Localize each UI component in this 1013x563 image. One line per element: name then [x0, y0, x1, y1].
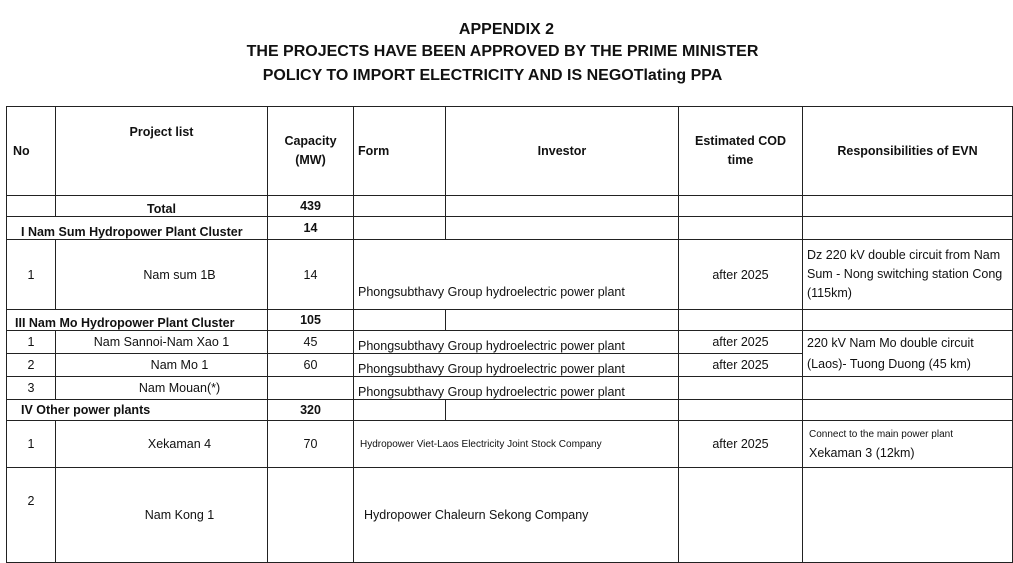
- project-form-investor: Hydropower Viet-Laos Electricity Joint Stock Company: [354, 421, 679, 468]
- project-form-investor: Phongsubthavy Group hydroelectric power plant: [354, 240, 679, 310]
- header-no: No: [7, 107, 56, 196]
- group-row: [7, 217, 1013, 240]
- header-project-list: Project list: [56, 107, 268, 196]
- project-capacity: 70: [268, 421, 354, 468]
- empty-cell: [446, 217, 679, 240]
- group-1-capacity: 14: [268, 217, 354, 240]
- header-responsibilities: Responsibilities of EVN: [803, 107, 1013, 196]
- group-row: [7, 310, 1013, 331]
- table-row: [7, 240, 1013, 310]
- responsibility-line-2: Xekaman 3 (12km): [809, 445, 915, 460]
- header-capacity: Capacity (MW): [268, 107, 354, 196]
- project-cod: after 2025: [679, 421, 803, 468]
- group-row: [7, 400, 1013, 421]
- group-1-name: I Nam Sum Hydropower Plant Cluster: [7, 217, 268, 240]
- group-3-name: III Nam Mo Hydropower Plant Cluster: [7, 310, 268, 331]
- empty-cell: [679, 310, 803, 331]
- project-name: Nam Mo 1: [56, 354, 268, 377]
- row-no: 1: [7, 331, 56, 354]
- empty-cell: [354, 400, 446, 421]
- project-name: Nam Kong 1: [56, 468, 268, 563]
- table-row: [7, 331, 1013, 354]
- row-no: 3: [7, 377, 56, 400]
- empty-cell: [803, 217, 1013, 240]
- empty-cell: [679, 217, 803, 240]
- project-name: Xekaman 4: [56, 421, 268, 468]
- project-capacity: [268, 377, 354, 400]
- row-no: 2: [7, 354, 56, 377]
- project-capacity: 14: [268, 240, 354, 310]
- project-cod: after 2025: [679, 354, 803, 377]
- document-title-line-2: POLICY TO IMPORT ELECTRICITY AND IS NEGOTlating PPA: [262, 67, 723, 84]
- row-no: 1: [7, 421, 56, 468]
- total-row: [7, 196, 1013, 217]
- table-row: [7, 377, 1013, 400]
- project-form-investor: Hydropower Chaleurn Sekong Company: [354, 468, 679, 563]
- row-no: 2: [7, 468, 56, 563]
- project-cod: [679, 468, 803, 563]
- empty-cell: [679, 400, 803, 421]
- header-form: Form: [354, 107, 446, 196]
- project-cod: after 2025: [679, 331, 803, 354]
- empty-cell: [354, 310, 446, 331]
- projects-table: [6, 106, 1013, 563]
- project-form-investor: Phongsubthavy Group hydroelectric power plant: [354, 377, 679, 400]
- group-3-responsibility: 220 kV Nam Mo double circuit (Laos)- Tuong Duong (45 km): [803, 331, 1013, 377]
- appendix-title: APPENDIX 2: [458, 21, 555, 38]
- total-capacity: 439: [268, 196, 354, 217]
- empty-cell: [446, 400, 679, 421]
- empty-cell: [446, 310, 679, 331]
- project-responsibility: [803, 421, 1013, 468]
- total-label: Total: [56, 196, 268, 217]
- empty-cell: [803, 377, 1013, 400]
- table-header-row: [7, 107, 1013, 196]
- group-3-capacity: 105: [268, 310, 354, 331]
- project-name: Nam sum 1B: [56, 240, 268, 310]
- header-cod-time: Estimated COD time: [679, 107, 803, 196]
- project-form-investor: Phongsubthavy Group hydroelectric power plant: [354, 354, 679, 377]
- empty-cell: [446, 196, 679, 217]
- empty-cell: [354, 196, 446, 217]
- table-row: [7, 468, 1013, 563]
- project-capacity: [268, 468, 354, 563]
- project-responsibility: [803, 468, 1013, 563]
- project-name: Nam Mouan(*): [56, 377, 268, 400]
- project-cod: after 2025: [679, 240, 803, 310]
- group-4-capacity: 320: [268, 400, 354, 421]
- row-no: 1: [7, 240, 56, 310]
- empty-cell: [803, 400, 1013, 421]
- empty-cell: [679, 196, 803, 217]
- group-4-name: IV Other power plants: [7, 400, 268, 421]
- empty-cell: [803, 196, 1013, 217]
- total-no: [7, 196, 56, 217]
- empty-cell: [803, 310, 1013, 331]
- project-name: Nam Sannoi-Nam Xao 1: [56, 331, 268, 354]
- project-cod: [679, 377, 803, 400]
- project-capacity: 60: [268, 354, 354, 377]
- document-title-line-1: THE PROJECTS HAVE BEEN APPROVED BY THE PRIME MINISTER: [246, 43, 759, 60]
- project-form-investor: Phongsubthavy Group hydroelectric power plant: [354, 331, 679, 354]
- project-responsibility: Dz 220 kV double circuit from Nam Sum - Nong switching station Cong (115km): [803, 240, 1013, 310]
- empty-cell: [354, 217, 446, 240]
- header-investor: Investor: [446, 107, 679, 196]
- table-row: [7, 421, 1013, 468]
- responsibility-line-1: Connect to the main power plant: [809, 428, 953, 440]
- project-capacity: 45: [268, 331, 354, 354]
